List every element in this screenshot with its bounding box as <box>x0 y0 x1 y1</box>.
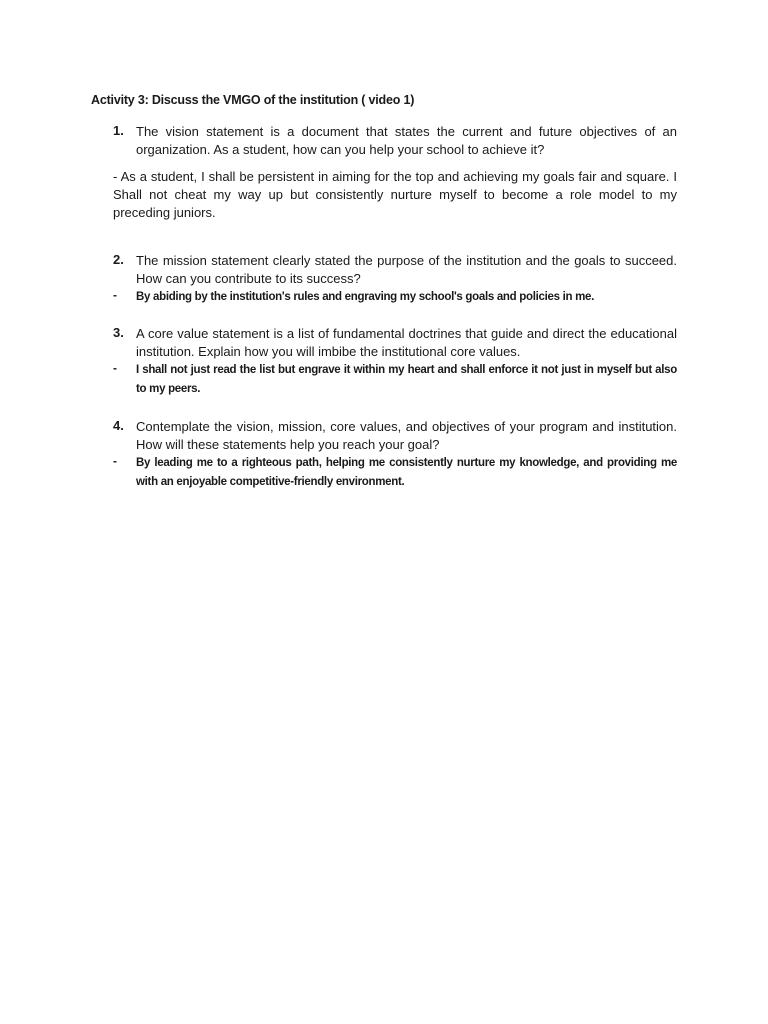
question-number: 2. <box>113 252 124 267</box>
answer-text: By abiding by the institution's rules and engraving my school's goals and policies in me. <box>136 291 595 303</box>
answer-dash: - <box>113 454 117 468</box>
question-text: A core value statement is a list of fundamental doctrines that guide and direct the educational institution. Explain how you will imbibe the institutional core values. <box>136 326 677 359</box>
answer-text: By leading me to a righteous path, helping me consistently nurture my knowledge, and providing me with an enjoyable competitive-friendly environment. <box>136 457 677 488</box>
question-text: The mission statement clearly stated the purpose of the institution and the goals to succeed. How can you contribute to its success? <box>136 253 677 286</box>
question-number: 3. <box>113 325 124 340</box>
question-number: 1. <box>113 123 124 138</box>
answer-1: - As a student, I shall be persistent in aiming for the top and achieving my goals fair and square. I Shall not cheat my way up but consistently nurture myself to become a role model to my preceding juniors. <box>113 169 677 220</box>
answer-text: I shall not just read the list but engrave it within my heart and shall enforce it not just in myself but also to my peers. <box>136 364 677 395</box>
page-title: Activity 3: Discuss the VMGO of the institution ( video 1) <box>91 93 415 107</box>
question-number: 4. <box>113 418 124 433</box>
answer-dash: - <box>113 361 117 375</box>
answer-dash: - <box>113 288 117 302</box>
question-text: The vision statement is a document that states the current and future objectives of an organization. As a student, how can you help your school to achieve it? <box>136 124 677 157</box>
question-text: Contemplate the vision, mission, core values, and objectives of your program and institution. How will these statements help you reach your goal? <box>136 419 677 452</box>
